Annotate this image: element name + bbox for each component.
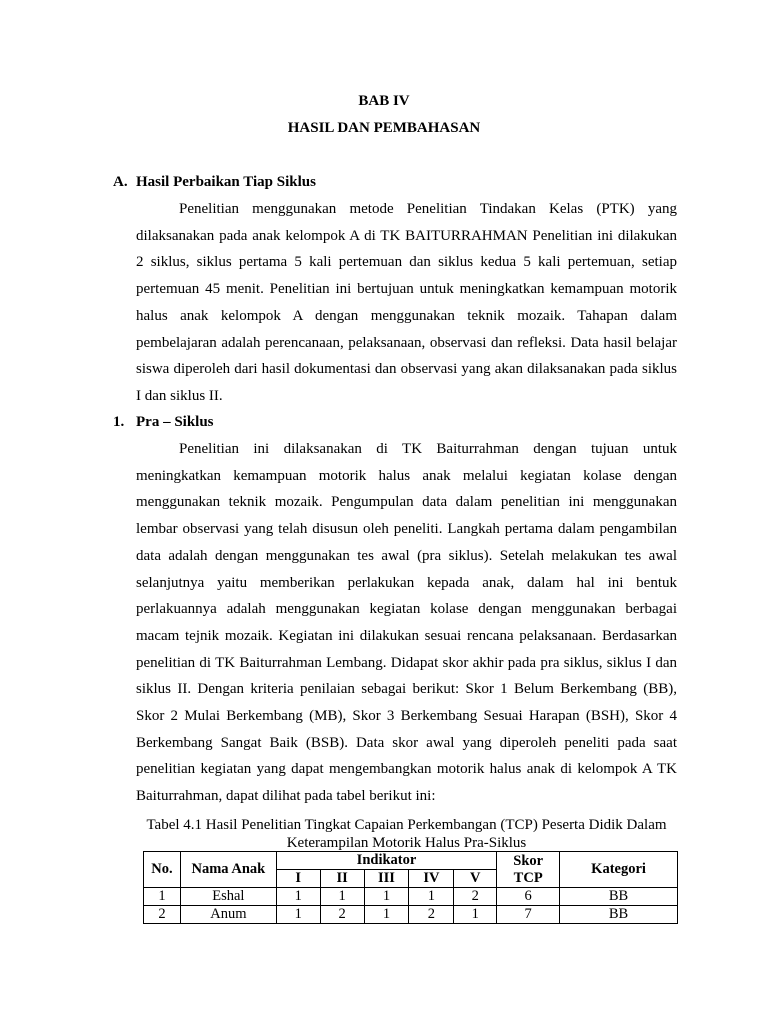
header-indicator: V: [454, 870, 497, 888]
header-skor-line1: Skor: [513, 852, 544, 869]
cell-score: 1: [364, 888, 409, 906]
cell-score: 1: [320, 888, 364, 906]
table-caption-line1: Tabel 4.1 Hasil Penelitian Tingkat Capaian Perkembangan (TCP) Peserta Didik Dalam: [146, 817, 667, 833]
cell-score: 2: [409, 906, 454, 924]
chapter-title: HASIL DAN PEMBAHASAN: [287, 120, 481, 136]
section-a-title: Hasil Perbaikan Tiap Siklus: [136, 174, 316, 190]
header-indicator: II: [320, 870, 364, 888]
header-skor-tcp: [497, 852, 560, 888]
cell-score: 2: [454, 888, 497, 906]
header-indicator: IV: [409, 870, 454, 888]
cell-score: 1: [454, 906, 497, 924]
table-row: [144, 888, 678, 906]
header-skor-line2: TCP: [513, 869, 543, 886]
section-a-marker: A.: [113, 174, 128, 190]
cell-score: 1: [276, 906, 320, 924]
chapter-number: BAB IV: [358, 93, 410, 109]
table-row: [144, 906, 678, 924]
header-kategori: Kategori: [560, 852, 678, 888]
cell-score: 1: [276, 888, 320, 906]
header-indikator: Indikator: [276, 852, 496, 870]
cell-score: 1: [409, 888, 454, 906]
cell-skor-tcp: 6: [497, 888, 560, 906]
cell-kategori: BB: [560, 888, 678, 906]
header-indicator: III: [364, 870, 409, 888]
section-1-paragraph-text: Penelitian ini dilaksanakan di TK Baiturrahman dengan tujuan untuk meningkatkan kemampuan motorik halus anak melalui kegiatan kolase dengan menggunakan teknik mozaik. Pengumpulan data dalam penelitian ini menggunakan lembar observasi yang telah disusun oleh peneliti. Langkah pertama dalam pengambilan data adalah dengan menggunakan tes awal (pra siklus). Setelah melakukan tes awal selanjutnya yaitu memberikan perlakukan kepada anak, dalam hal ini bentuk perlakuannya adalah menggunakan kegiatan kolase dengan menggunakan berbagai macam tejnik mozaik. Kegiatan ini dilakukan sesuai rencana pelaksanaan. Berdasarkan penelitian di TK Baiturrahman Lembang. Didapat skor akhir pada pra siklus, siklus I dan siklus II. Dengan kriteria penilaian sebagai berikut: Skor 1 Belum Berkembang (BB), Skor 2 Mulai Berkembang (MB), Skor 3 Berkembang Sesuai Harapan (BSH), Skor 4 Berkembang Sangat Baik (BSB). Data skor awal yang diperoleh peneliti pada saat penelitian kegiatan yang dapat mengembangkan motorik halus anak di kelompok A TK Baiturrahman, dapat dilihat pada tabel berikut ini:: [136, 441, 677, 805]
table-caption-line2: Keterampilan Motorik Halus Pra-Siklus: [286, 835, 527, 851]
cell-skor-tcp: 7: [497, 906, 560, 924]
section-a-paragraph-text: Penelitian menggunakan metode Penelitian Tindakan Kelas (PTK) yang dilaksanakan pada anak kelompok A di TK BAITURRAHMAN Penelitian ini dilakukan 2 siklus, siklus pertama 5 kali pertemuan dan siklus kedua 5 kali pertemuan, setiap pertemuan 45 menit. Penelitian ini bertujuan untuk meningkatkan kemampuan motorik halus anak kelompok A dengan menggunakan teknik mozaik. Tahapan dalam pembelajaran adalah perencanaan, pelaksanaan, observasi dan refleksi. Data hasil belajar siswa diperoleh dari hasil dokumentasi dan observasi yang akan dilaksanakan pada siklus I dan siklus II.: [136, 201, 677, 404]
cell-nama: Eshal: [180, 888, 276, 906]
section-a-paragraph: [136, 196, 677, 410]
cell-no: 2: [144, 906, 181, 924]
section-1-paragraph: [136, 436, 677, 810]
cell-score: 1: [364, 906, 409, 924]
section-1-marker: 1.: [113, 414, 125, 430]
cell-no: 1: [144, 888, 181, 906]
header-indicator: I: [276, 870, 320, 888]
cell-score: 2: [320, 906, 364, 924]
header-no: No.: [144, 852, 181, 888]
header-nama-anak: Nama Anak: [180, 852, 276, 888]
section-1-title: Pra – Siklus: [136, 414, 214, 430]
tcp-table: [143, 851, 678, 924]
cell-nama: Anum: [180, 906, 276, 924]
cell-kategori: BB: [560, 906, 678, 924]
